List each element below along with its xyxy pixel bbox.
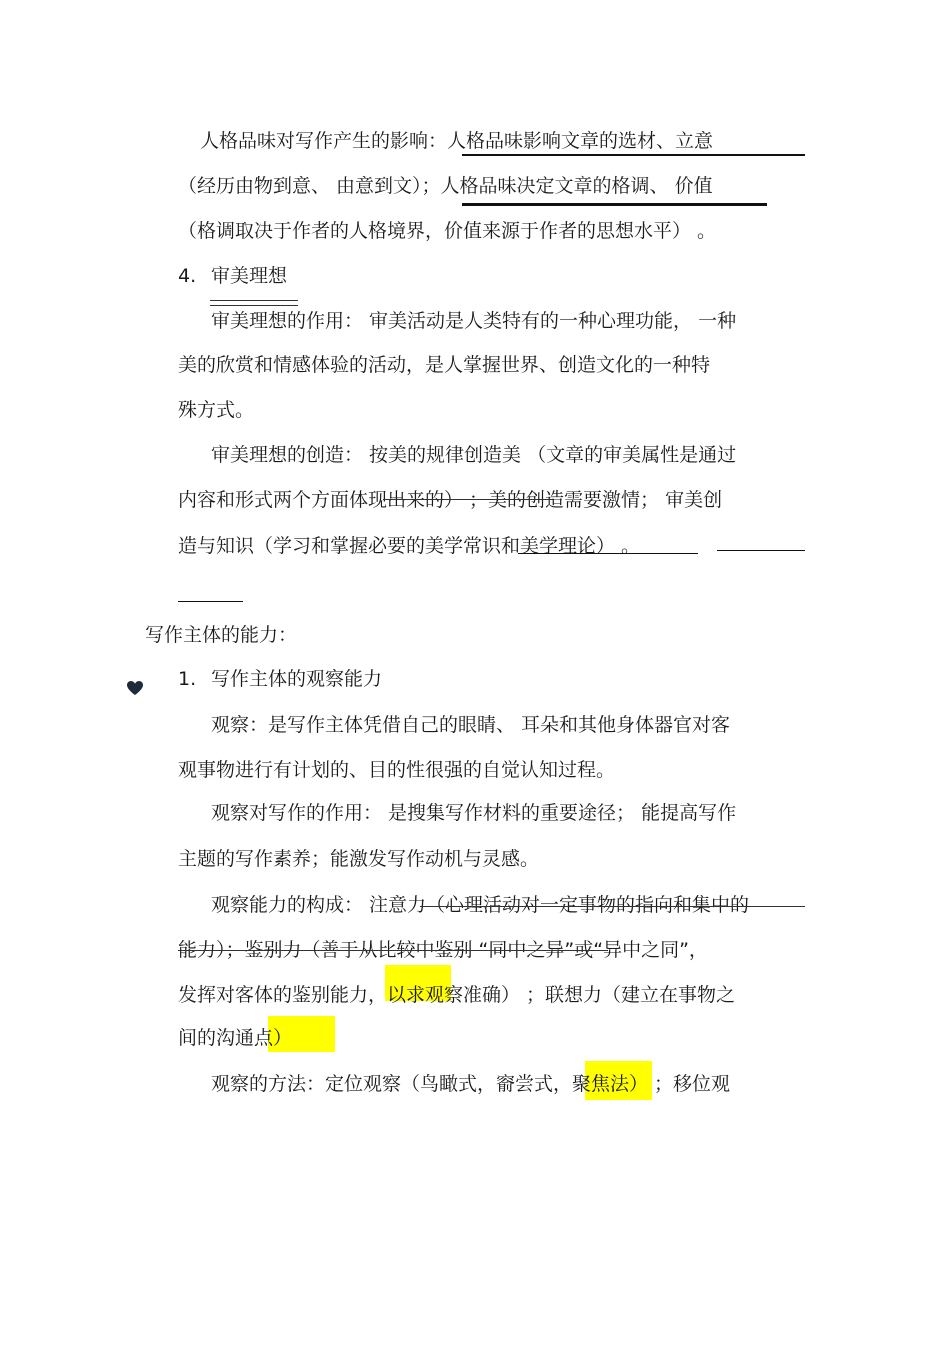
underline-rule <box>518 553 698 554</box>
section-number: 4. <box>178 265 197 287</box>
obs-comp-line-3: 发挥对客体的鉴别能力，以求观察准确） ；联想力（建立在事物之 <box>178 984 736 1006</box>
obs-role-line-2: 主题的写作素养；能激发写作动机与灵感。 <box>178 848 540 870</box>
heart-icon <box>126 680 144 696</box>
influence-line-1: 人格品味对写作产生的影响：人格品味影响文章的选材、立意 <box>200 130 714 152</box>
role-line-3: 殊方式。 <box>178 399 255 421</box>
double-underline <box>210 300 298 306</box>
blank-rule <box>178 601 243 602</box>
creation-line-1: 审美理想的创造： 按美的规律创造美 （文章的审美属性是通过 <box>211 444 737 466</box>
obs-method-line-1: 观察的方法：定位观察（鸟瞰式，窬尝式，聚焦法） ；移位观 <box>211 1073 731 1095</box>
obs-title: 写作主体的观察能力 <box>211 668 383 690</box>
section-title: 审美理想 <box>211 265 288 287</box>
ability-heading: 写作主体的能力： <box>145 624 298 646</box>
underline-rule <box>462 203 767 206</box>
strikethrough-mark <box>383 499 553 500</box>
obs-def-line-2: 观事物进行有计划的、目的性很强的自觉认知过程。 <box>178 759 616 781</box>
obs-number: 1. <box>178 668 197 690</box>
role-line-1: 审美理想的作用： 审美活动是人类特有的一种心理功能， 一种 <box>211 310 737 332</box>
obs-role-line-1: 观察对写作的作用： 是搜集写作材料的重要途径； 能提高写作 <box>211 802 737 824</box>
influence-line-2: （经历由物到意、 由意到文）；人格品味决定文章的格调、 价值 <box>178 175 713 197</box>
role-line-2: 美的欣赏和情感体验的活动，是人掌握世界、创造文化的一种特 <box>178 354 711 376</box>
creation-line-3: 造与知识（学习和掌握必要的美学常识和美学理论） 。 <box>178 535 641 557</box>
obs-def-line-1: 观察：是写作主体凭借自己的眼睛、 耳朵和其他身体器官对客 <box>211 714 731 736</box>
underline-rule <box>462 154 805 156</box>
blank-rule <box>717 550 805 551</box>
strikethrough-mark <box>420 906 805 907</box>
obs-comp-line-4: 间的沟通点） <box>178 1027 293 1049</box>
obs-comp-line-1: 观察能力的构成： 注意力（心理活动对一定事物的指向和集中的 <box>211 894 750 916</box>
influence-line-3: （格调取决于作者的人格境界，价值来源于作者的思想水平） 。 <box>178 220 717 242</box>
strikethrough-mark <box>178 950 608 951</box>
obs-comp-line-2: 能力）；鉴别力（善于从比较中鉴别 “同中之异”或“异中之同”， <box>178 939 708 961</box>
creation-line-2: 内容和形式两个方面体现出来的） ；美的创造需要激情； 审美创 <box>178 489 723 511</box>
